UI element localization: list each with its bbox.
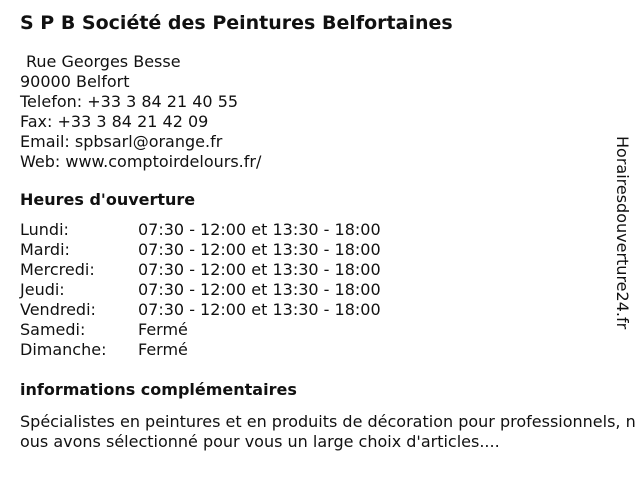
day-label: Vendredi:	[20, 300, 96, 319]
website-link[interactable]: www.comptoirdelours.fr/	[65, 152, 262, 171]
additional-info-title: informations complémentaires	[20, 380, 297, 399]
hours-value: 07:30 - 12:00 et 13:30 - 18:00	[138, 220, 381, 239]
hours-row-wednesday	[20, 260, 610, 280]
contact-block	[20, 92, 610, 172]
opening-hours-table	[20, 220, 610, 360]
web-label: Web:	[20, 152, 61, 171]
hours-row-thursday	[20, 280, 610, 300]
address-block	[20, 52, 610, 92]
hours-row-friday	[20, 300, 610, 320]
city-address: 90000 Belfort	[20, 72, 130, 91]
hours-value: Fermé	[138, 320, 188, 339]
email-line	[20, 132, 610, 152]
phone-line	[20, 92, 610, 112]
hours-value: 07:30 - 12:00 et 13:30 - 18:00	[138, 280, 381, 299]
hours-value: 07:30 - 12:00 et 13:30 - 18:00	[138, 260, 381, 279]
street-address: Rue Georges Besse	[26, 52, 181, 71]
hours-row-tuesday	[20, 240, 610, 260]
hours-value: 07:30 - 12:00 et 13:30 - 18:00	[138, 240, 381, 259]
day-label: Dimanche:	[20, 340, 107, 359]
fax-label: Fax:	[20, 112, 53, 131]
side-watermark-text: Horairesdouverture24.fr	[613, 136, 632, 330]
phone-value[interactable]: +33 3 84 21 40 55	[87, 92, 239, 111]
web-line	[20, 152, 610, 172]
hours-row-monday	[20, 220, 610, 240]
hours-value: 07:30 - 12:00 et 13:30 - 18:00	[138, 300, 381, 319]
hours-row-sunday	[20, 340, 610, 360]
day-label: Lundi:	[20, 220, 69, 239]
business-name: S P B Société des Peintures Belfortaines	[20, 12, 453, 34]
additional-info-text: Spécialistes en peintures et en produits de décoration pour professionnels, nous avons sélectionné pour vous un large choix d'articles....	[20, 412, 636, 451]
day-label: Samedi:	[20, 320, 86, 339]
day-label: Mercredi:	[20, 260, 95, 279]
email-value[interactable]: spbsarl@orange.fr	[74, 132, 223, 151]
day-label: Jeudi:	[20, 280, 65, 299]
phone-label: Telefon:	[20, 92, 83, 111]
email-label: Email:	[20, 132, 70, 151]
fax-value: +33 3 84 21 42 09	[57, 112, 209, 131]
day-label: Mardi:	[20, 240, 70, 259]
hours-title: Heures d'ouverture	[20, 190, 196, 209]
hours-value: Fermé	[138, 340, 188, 359]
hours-row-saturday	[20, 320, 610, 340]
fax-line	[20, 112, 610, 132]
